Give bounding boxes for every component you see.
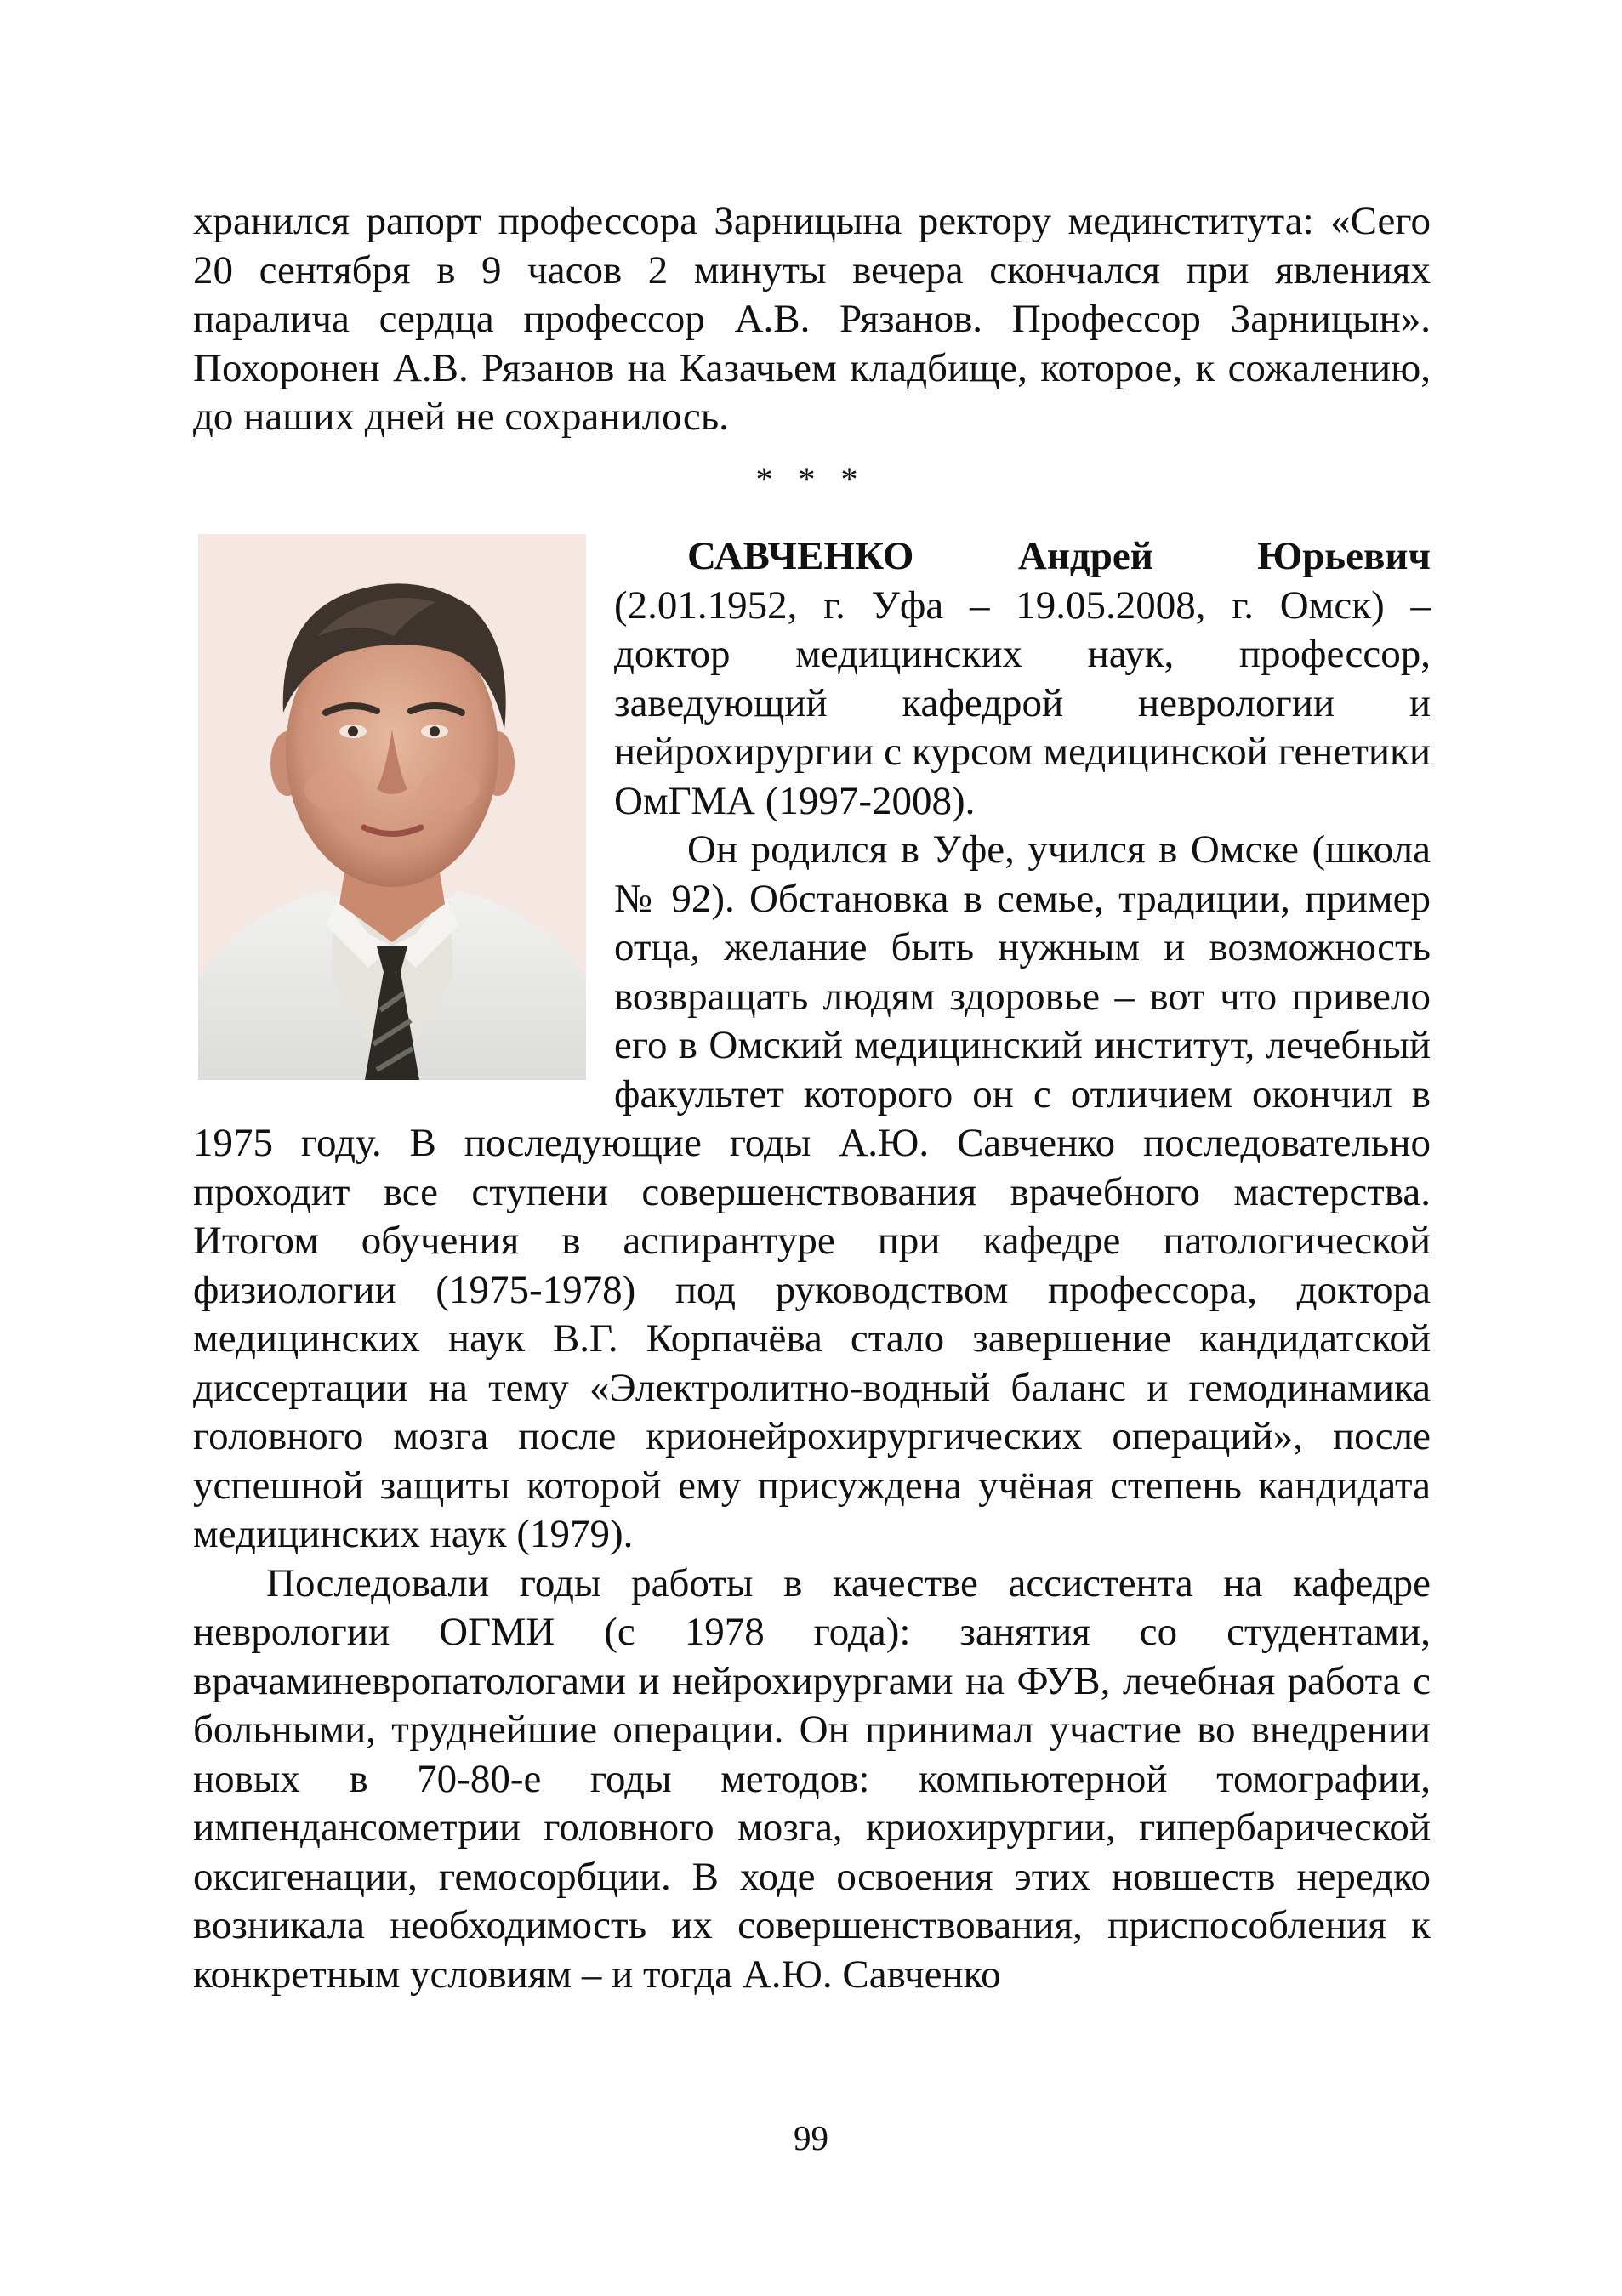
top-paragraph-text: хранился рапорт профессора Зарницына ректору мединститута: «Сего 20 сентября в 9 часов 2 минуты вечера скончался при явлениях паралича сердца профессор А.В. Рязанов. Профессор Зарницын». Похоронен А.В. Рязанов на Казачьем кладбище, которое, к сожалению, до наших дней не сохранилось. (193, 199, 1431, 439)
section-separator: * * * (755, 460, 867, 498)
bio-summary: (2.01.1952, г. Уфа – 19.05.2008, г. Омск) – доктор медицинских наук, профессор, заведующий кафедрой неврологии и нейрохирургии с курсом медицинской генетики ОмГМА (1997-2008). (614, 583, 1431, 823)
page-number: 99 (794, 2118, 828, 2157)
surname: САВЧЕНКО (687, 534, 914, 578)
photo-wrap-spacer (193, 532, 614, 1117)
biography-section (193, 532, 1431, 1999)
top-paragraph (193, 197, 1431, 442)
first-name: Андрей (1017, 534, 1153, 578)
bio-paragraph-1: Он родился в Уфе, учился в Омске (школа № 92). Обстановка в семье, традиции, пример отца, желание быть нужным и возможность возвращать людям здоровье – вот что привело его в Омский медицинский институт, лечебный факультет которого он с отличием окончил в 1975 году. В последующие годы А.Ю. Савченко последовательно проходит все ступени совершенствования врачебного мастерства. Итогом обучения в аспирантуре при кафедре патологической физиологии (1975-1978) под руководством профессора, доктора медицинских наук В.Г. Корпачёва стало завершение кандидатской диссертации на тему «Электролитно-водный баланс и гемодинамика головного мозга после крионейрохирургических операций», после успешной защиты которой ему присуждена учёная степень кандидата медицинских наук (1979). (193, 827, 1431, 1556)
patronymic: Юрьевич (1257, 534, 1431, 578)
bio-paragraph-2: Последовали годы работы в качестве ассистента на кафедре неврологии ОГМИ (с 1978 года): занятия со студентами, врачаминевропатологами и нейрохирургами на ФУВ, лечебная работа с больными, труднейшие операции. Он принимал участие во внедрении новых в 70-80-е годы методов: компьютерной томографии, импендансометрии головного мозга, криохирургии, гипербарической оксигенации, гемосорбции. В ходе освоения этих новшеств нередко возникала необходимость их совершенствования, приспособления к конкретным условиям – и тогда А.Ю. Савченко (193, 1560, 1431, 1997)
